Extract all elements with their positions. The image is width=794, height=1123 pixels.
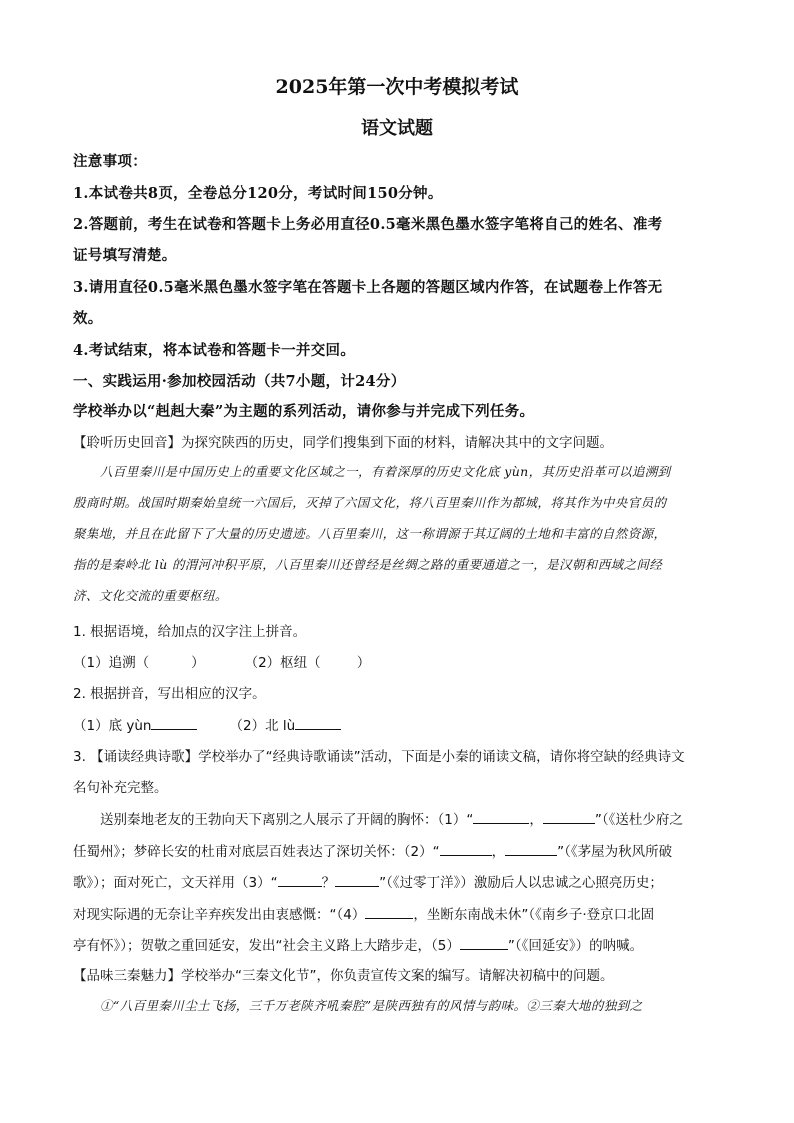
- q1-b-label: （2）枢纽（: [244, 655, 321, 671]
- q2-b-label: （2）北 lù: [229, 718, 296, 734]
- q3-blank-2b[interactable]: [505, 843, 557, 856]
- question-1-answers: [73, 651, 723, 671]
- q2-a-label: （1）底 yùn: [73, 718, 152, 734]
- q3-l3-text-b: ？: [321, 875, 336, 891]
- q3-l2-text-c: ”（《茅屋为秋风所破: [557, 844, 673, 860]
- task-history-intro: 【聆听历史回音】为探究陕西的历史，同学们搜集到下面的材料，请解决其中的文字问题。: [73, 435, 613, 451]
- question-2-answers: [73, 714, 723, 734]
- q3-l3-text-a: 歌》）；面对死亡，文天祥用（3）“: [73, 875, 278, 891]
- q3-l4-text-a: 对现实际遇的无奈让辛弃疾发出由衷感慨：“（4）: [73, 907, 366, 923]
- q2-a-blank[interactable]: [151, 717, 197, 730]
- task-culture-draft-line-1: ①“八百里秦川尘土飞扬，三千万老陕齐吼秦腔”是陕西独有的风情与韵味。②三秦大地的独到之: [100, 998, 643, 1013]
- q3-l2-text-a: 任蜀州》；梦碎长安的杜甫对底层百姓表达了深切关怀：（2）“: [73, 844, 440, 860]
- q3-blank-3a[interactable]: [278, 874, 322, 887]
- q3-text-line-5: [73, 934, 723, 954]
- q3-text-line-1: [100, 808, 722, 828]
- q3-l5-text-b: ”（《回延安》）的呐喊。: [507, 938, 644, 954]
- passage-line-5: 济、文化交流的重要枢纽。: [73, 588, 228, 603]
- notice-item-2-line-1: 2.答题前，考生在试卷和答题卡上务必用直径0.5毫米黑色墨水签字笔将自己的姓名、准考: [73, 216, 663, 233]
- q3-text-line-4: [73, 903, 723, 923]
- q3-blank-4[interactable]: [365, 906, 413, 919]
- exam-subtitle: 语文试题: [361, 118, 433, 139]
- q3-l1-text-a: 送别秦地老友的王勃向天下离别之人展示了开阔的胸怀：（1）“: [100, 812, 474, 828]
- q3-l4-text-b: ，坐断东南战未休”（《南乡子·登京口北固: [413, 907, 655, 923]
- q3-l1-text-b: ，: [529, 812, 543, 828]
- q3-text-line-2: [73, 840, 723, 860]
- section-1-intro: 学校举办以“赳赳大秦”为主题的系列活动，请你参与并完成下列任务。: [73, 403, 535, 420]
- passage-line-2: 殷商时期。战国时期秦始皇统一六国后，灭掉了六国文化，将八百里秦川作为都城，将其作为中央官员的: [73, 495, 667, 510]
- exam-title: 2025年第一次中考模拟考试: [275, 76, 519, 98]
- q3-l3-text-c: ”（《过零丁洋》）激励后人以忠诚之心照亮历史；: [379, 875, 663, 891]
- q3-blank-1a[interactable]: [473, 811, 529, 824]
- question-2-prompt: 2. 根据拼音，写出相应的汉字。: [73, 686, 266, 702]
- section-1-heading: 一、实践运用·参加校园活动（共7小题，计24分）: [73, 373, 406, 390]
- notice-item-3-line-2: 效。: [73, 310, 103, 327]
- question-3-prompt-line-1: 3. 【诵读经典诗歌】学校举办了“经典诗歌诵读”活动，下面是小秦的诵读文稿，请你将空缺的经典诗文: [73, 749, 685, 765]
- q1-a-close: ）: [191, 655, 205, 671]
- q3-blank-3b[interactable]: [335, 874, 379, 887]
- q3-blank-5[interactable]: [460, 937, 508, 950]
- notice-heading: 注意事项：: [73, 153, 147, 170]
- q3-blank-2a[interactable]: [440, 843, 492, 856]
- passage-line-4: 指的是秦岭北 lù 的渭河冲积平原，八百里秦川还曾经是丝绸之路的重要通道之一，是汉朝和西域之间经: [73, 557, 663, 572]
- q1-b-close: ）: [356, 655, 371, 671]
- q3-text-line-3: [73, 871, 723, 891]
- passage-line-3: 聚集地，并且在此留下了大量的历史遗迹。八百里秦川，这一称谓源于其辽阔的土地和丰富的自然资源，: [73, 526, 667, 541]
- question-3-prompt-line-2: 名句补充完整。: [73, 780, 168, 796]
- q2-b-blank[interactable]: [295, 717, 341, 730]
- q3-l1-text-c: ”（《送杜少府之: [594, 812, 683, 828]
- q1-a-label: （1）追溯（: [73, 655, 150, 671]
- q3-blank-1b[interactable]: [543, 811, 595, 824]
- notice-item-1: 1.本试卷共8页，全卷总分120分，考试时间150分钟。: [73, 185, 443, 202]
- notice-item-4: 4.考试结束，将本试卷和答题卡一并交回。: [73, 342, 356, 359]
- notice-item-2-line-2: 证号填写清楚。: [73, 247, 177, 264]
- notice-item-3-line-1: 3.请用直径0.5毫米黑色墨水签字笔在答题卡上各题的答题区域内作答，在试题卷上作答无: [73, 279, 663, 296]
- q3-l5-text-a: 亭有怀》）；贺敬之重回延安，发出“社会主义路上大踏步走，（5）: [73, 938, 460, 954]
- q3-l2-text-b: ，: [491, 844, 506, 860]
- question-1-prompt: 1. 根据语境，给加点的汉字注上拼音。: [73, 624, 307, 640]
- passage-line-1: 八百里秦川是中国历史上的重要文化区域之一，有着深厚的历史文化底 yùn，其历史沿革可以追溯到: [100, 464, 671, 479]
- task-culture-intro: 【品味三秦魅力】学校举办“三秦文化节”，你负责宣传文案的编写。请解决初稿中的问题。: [73, 968, 614, 984]
